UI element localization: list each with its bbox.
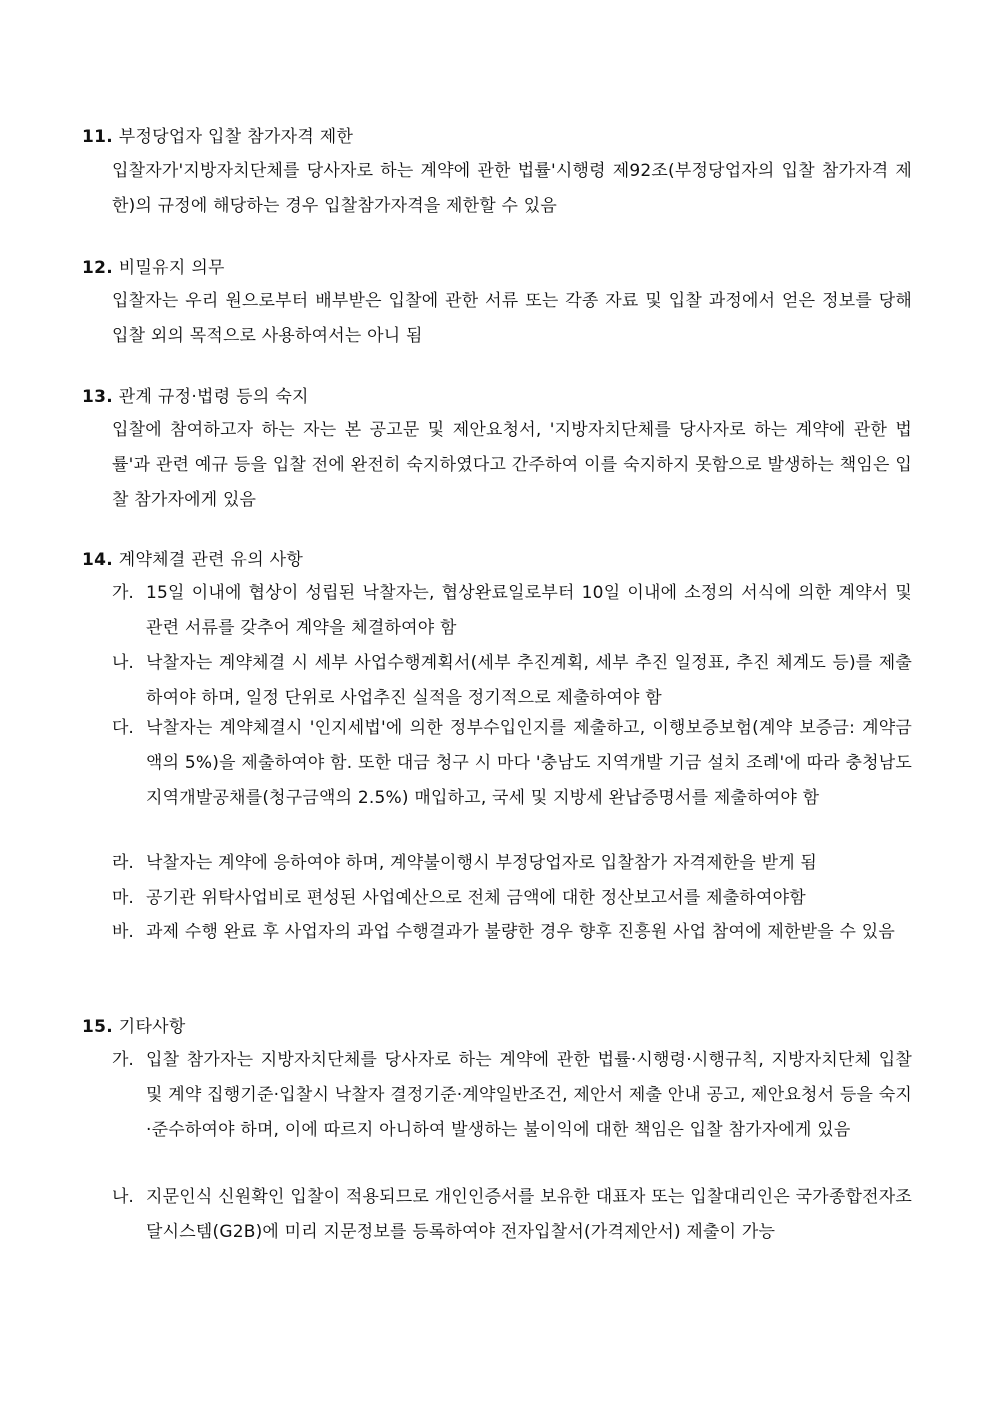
section-body-13: 입찰에 참여하고자 하는 자는 본 공고문 및 제안요청서, '지방자치단체를 당사자로 하는 계약에 관한 법률'과 관련 예규 등을 입찰 전에 완전히 숙지하였다고 간주하여 이를 숙지하지 못함으로 발생하는 책임은 입찰 참가자에게 있음 bbox=[112, 420, 912, 510]
list-item bbox=[112, 711, 912, 816]
list-item-text: 공기관 위탁사업비로 편성된 사업예산으로 전체 금액에 대한 정산보고서를 제출하여야함 bbox=[146, 888, 806, 908]
section-number: 12. bbox=[82, 258, 114, 278]
list-item bbox=[112, 915, 912, 950]
list-marker: 나. bbox=[112, 1187, 134, 1207]
section-heading-13 bbox=[82, 386, 309, 408]
section-number: 11. bbox=[82, 127, 114, 147]
section-number: 14. bbox=[82, 550, 114, 570]
list-item-text: 낙찰자는 계약체결 시 세부 사업수행계획서(세부 추진계획, 세부 추진 일정표, 추진 체계도 등)를 제출하여야 하며, 일정 단위로 사업추진 실적을 정기적으로 제출하여야 함 bbox=[146, 653, 912, 708]
section-number: 13. bbox=[82, 387, 114, 407]
list-item bbox=[112, 1180, 912, 1250]
section-body-11: 입찰자가'지방자치단체를 당사자로 하는 계약에 관한 법률'시행령 제92조(부정당업자의 입찰 참가자격 제한)의 규정에 해당하는 경우 입찰참가자격을 제한할 수 있음 bbox=[112, 161, 912, 216]
section-heading-12 bbox=[82, 257, 225, 279]
list-item bbox=[112, 846, 912, 881]
section-heading-14 bbox=[82, 549, 303, 571]
list-marker: 가. bbox=[112, 1050, 134, 1070]
list-item-text: 낙찰자는 계약체결시 '인지세법'에 의한 정부수입인지를 제출하고, 이행보증보험(계약 보증금: 계약금액의 5%)을 제출하여야 함. 또한 대금 청구 시 마다 '충남도 지역개발 기금 설치 조례'에 따라 충청남도 지역개발공채를(청구금액의 2.5%) 매입하고, 국세 및 지방세 완납증명서를 제출하여야 함 bbox=[146, 718, 912, 808]
list-marker: 가. bbox=[112, 583, 134, 603]
list-item-text: 지문인식 신원확인 입찰이 적용되므로 개인인증서를 보유한 대표자 또는 입찰대리인은 국가종합전자조달시스템(G2B)에 미리 지문정보를 등록하여야 전자입찰서(가격제안서) 제출이 가능 bbox=[146, 1187, 912, 1242]
list-item-text: 낙찰자는 계약에 응하여야 하며, 계약불이행시 부정당업자로 입찰참가 자격제한을 받게 됨 bbox=[146, 853, 818, 873]
list-item bbox=[112, 646, 912, 716]
section-body-12: 입찰자는 우리 원으로부터 배부받은 입찰에 관한 서류 또는 각종 자료 및 입찰 과정에서 얻은 정보를 당해 입찰 외의 목적으로 사용하여서는 아니 됨 bbox=[112, 291, 912, 346]
list-marker: 다. bbox=[112, 718, 134, 738]
list-marker: 바. bbox=[112, 922, 134, 942]
list-item bbox=[112, 1043, 912, 1148]
list-item-text: 입찰 참가자는 지방자치단체를 당사자로 하는 계약에 관한 법률·시행령·시행규칙, 지방자치단체 입찰 및 계약 집행기준·입찰시 낙찰자 결정기준·계약일반조건, 제안서 제출 안내 공고, 제안요청서 등을 숙지·준수하여야 하며, 이에 따르지 아니하여 발생하는 불이익에 대한 책임은 입찰 참가자에게 있음 bbox=[146, 1050, 912, 1140]
section-title: 관계 규정·법령 등의 숙지 bbox=[118, 387, 309, 407]
section-title: 계약체결 관련 유의 사항 bbox=[118, 550, 304, 570]
list-item-text: 과제 수행 완료 후 사업자의 과업 수행결과가 불량한 경우 향후 진흥원 사업 참여에 제한받을 수 있음 bbox=[146, 922, 895, 942]
list-item bbox=[112, 576, 912, 646]
list-marker: 라. bbox=[112, 853, 134, 873]
section-heading-15 bbox=[82, 1016, 186, 1038]
list-item-text: 15일 이내에 협상이 성립된 낙찰자는, 협상완료일로부터 10일 이내에 소정의 서식에 의한 계약서 및 관련 서류를 갖추어 계약을 체결하여야 함 bbox=[146, 583, 912, 638]
section-title: 기타사항 bbox=[118, 1017, 186, 1037]
section-title: 부정당업자 입찰 참가자격 제한 bbox=[118, 127, 354, 147]
list-marker: 나. bbox=[112, 653, 134, 673]
section-number: 15. bbox=[82, 1017, 114, 1037]
section-title: 비밀유지 의무 bbox=[118, 258, 225, 278]
section-heading-11 bbox=[82, 126, 353, 148]
list-item bbox=[112, 881, 912, 916]
list-marker: 마. bbox=[112, 888, 134, 908]
